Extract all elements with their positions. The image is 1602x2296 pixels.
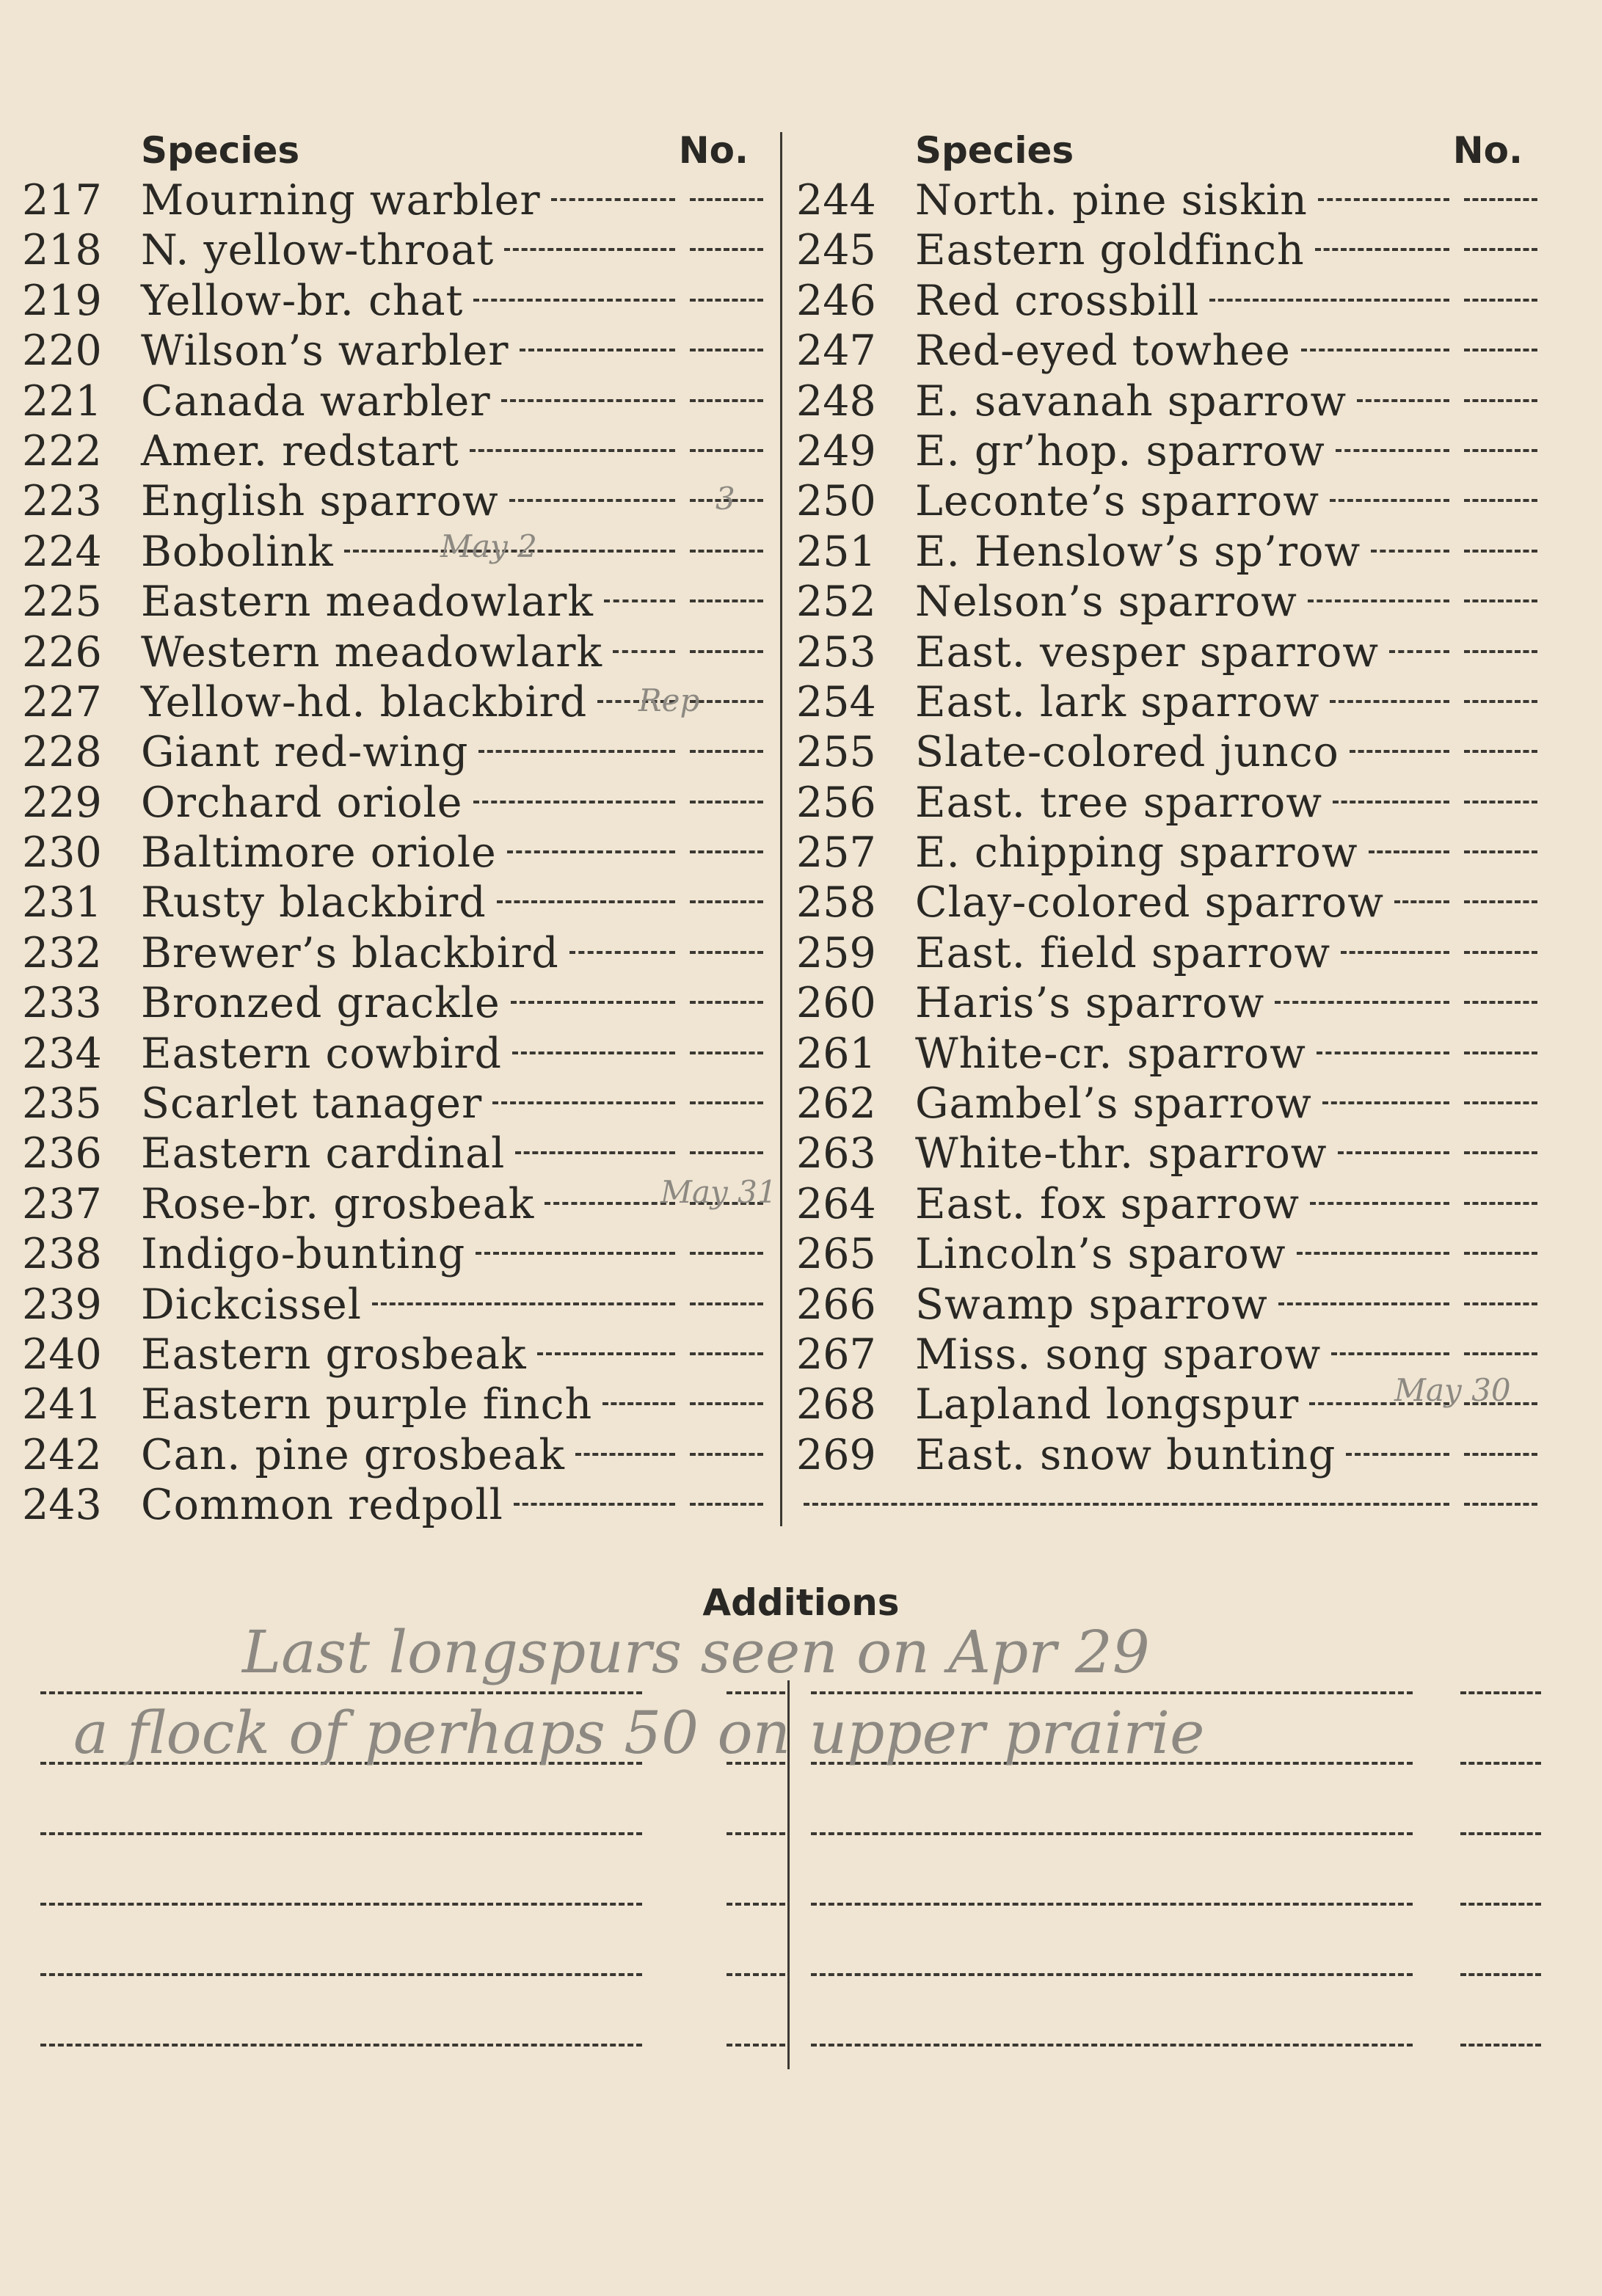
species-row	[22, 828, 771, 878]
leader-dashes	[1297, 1252, 1449, 1255]
count-blank	[690, 1052, 763, 1054]
species-row	[22, 1481, 771, 1531]
species-row	[796, 377, 1545, 427]
species-row	[22, 176, 771, 226]
count-blank	[1464, 299, 1537, 302]
species-number: 236	[22, 1129, 102, 1178]
count-blank	[1464, 850, 1537, 853]
dashed-segment	[1460, 1762, 1541, 1765]
leader-dashes	[1336, 449, 1449, 452]
leader-dashes	[476, 1252, 675, 1255]
species-name: Eastern purple finch	[141, 1380, 593, 1429]
species-name: E. Henslow’s sp’row	[915, 527, 1361, 576]
species-name: Clay-colored sparrow	[915, 878, 1384, 927]
species-row	[22, 427, 771, 477]
species-name: Common redpoll	[141, 1481, 503, 1530]
species-row	[22, 779, 771, 828]
count-blank	[690, 1252, 763, 1255]
count-blank	[1464, 550, 1537, 553]
handwritten-mark-count: 3	[716, 481, 735, 517]
species-name: Giant red-wing	[141, 728, 469, 777]
dashed-segment	[727, 2044, 785, 2047]
count-blank	[690, 599, 763, 602]
leader-dashes	[575, 1453, 675, 1456]
leader-dashes	[515, 1151, 675, 1154]
species-number: 220	[22, 327, 102, 376]
species-name: N. yellow-throat	[141, 226, 495, 275]
count-blank	[690, 1453, 763, 1456]
leader-dashes	[1338, 1151, 1449, 1154]
count-blank	[690, 900, 763, 903]
species-number: 230	[22, 828, 102, 878]
species-row	[22, 1330, 771, 1380]
species-name: Haris’s sparrow	[915, 979, 1265, 1028]
dashed-segment	[811, 2044, 1413, 2047]
count-blank	[690, 449, 763, 452]
species-name: Red crossbill	[915, 276, 1200, 325]
species-row	[796, 528, 1545, 577]
count-blank	[690, 801, 763, 803]
leader-dashes	[1371, 550, 1449, 553]
count-blank	[1464, 1453, 1537, 1456]
species-number: 225	[22, 577, 102, 627]
species-row	[22, 1079, 771, 1129]
count-blank	[1464, 349, 1537, 351]
species-number: 260	[796, 979, 876, 1028]
species-row	[796, 728, 1545, 778]
count-blank	[690, 1151, 763, 1154]
count-blank	[1464, 900, 1537, 903]
species-name: Yellow-br. chat	[141, 276, 464, 325]
dashed-segment	[1460, 1903, 1541, 1906]
leader-dashes	[512, 1052, 675, 1054]
count-blank	[1464, 449, 1537, 452]
species-name: Leconte’s sparrow	[915, 477, 1319, 526]
leader-dashes	[1310, 1202, 1449, 1205]
species-row	[22, 878, 771, 928]
count-blank	[690, 1101, 763, 1104]
species-number: 253	[796, 627, 876, 677]
species-name: Dickcissel	[141, 1280, 363, 1329]
count-blank	[1464, 750, 1537, 753]
species-row	[22, 1180, 771, 1230]
count-blank	[690, 700, 763, 703]
species-number: 217	[22, 176, 102, 225]
dashed-segment	[811, 1903, 1413, 1906]
species-header: Species	[915, 129, 1074, 172]
leader-dashes	[1317, 1052, 1449, 1054]
leader-dashes	[1275, 1001, 1449, 1004]
species-name: White-thr. sparrow	[915, 1129, 1328, 1178]
species-name: East. tree sparrow	[915, 778, 1323, 827]
leader-dashes	[1357, 399, 1449, 402]
species-row	[796, 327, 1545, 376]
count-blank	[690, 299, 763, 302]
species-number: 266	[796, 1280, 876, 1329]
species-name: Nelson’s sparrow	[915, 577, 1297, 627]
species-row	[22, 1230, 771, 1280]
species-row	[796, 226, 1545, 276]
species-row	[796, 678, 1545, 728]
count-blank	[1464, 1252, 1537, 1255]
species-row	[796, 878, 1545, 928]
species-row	[796, 176, 1545, 226]
leader-dashes	[1315, 248, 1449, 251]
dashed-segment	[40, 2044, 642, 2047]
species-name: E. chipping sparrow	[915, 828, 1358, 878]
species-number: 259	[796, 928, 876, 977]
species-name: Western meadowlark	[141, 627, 602, 677]
species-row	[22, 377, 771, 427]
dashed-segment	[40, 1691, 642, 1694]
species-number: 264	[796, 1179, 876, 1228]
leader-dashes	[520, 349, 675, 351]
species-name: Baltimore oriole	[141, 828, 497, 878]
count-blank	[1464, 1052, 1537, 1054]
leader-dashes	[1389, 650, 1449, 653]
species-number: 248	[796, 376, 876, 426]
leader-dashes	[497, 900, 675, 903]
species-name: Can. pine grosbeak	[141, 1430, 565, 1479]
species-row	[22, 728, 771, 778]
species-number: 227	[22, 677, 102, 726]
handwritten-mark-longspur: May 30	[1394, 1372, 1511, 1408]
species-row	[796, 979, 1545, 1029]
species-row	[796, 277, 1545, 327]
species-row	[796, 1431, 1545, 1481]
species-name: Bronzed grackle	[141, 979, 500, 1028]
species-name: Eastern cowbird	[141, 1029, 503, 1078]
species-name: East. vesper sparrow	[915, 627, 1380, 677]
count-blank	[690, 550, 763, 553]
handwritten-note-line1: Last longspurs seen on Apr 29	[242, 1618, 1150, 1686]
species-number: 231	[22, 878, 102, 927]
species-number: 239	[22, 1280, 102, 1329]
species-number: 243	[22, 1481, 102, 1530]
dashed-segment	[40, 1832, 642, 1835]
leader-dashes	[551, 198, 675, 201]
species-number: 234	[22, 1029, 102, 1078]
species-row	[796, 1129, 1545, 1179]
species-row	[796, 1280, 1545, 1330]
count-blank	[690, 1302, 763, 1305]
count-blank	[1464, 1101, 1537, 1104]
leader-dashes	[511, 1001, 675, 1004]
count-blank	[1464, 399, 1537, 402]
dashed-segment	[727, 1973, 785, 1976]
left-header	[22, 125, 771, 176]
leader-dashes	[602, 1402, 675, 1405]
species-number: 244	[796, 176, 876, 225]
leader-dashes	[1209, 299, 1449, 302]
species-number: 222	[22, 426, 102, 475]
species-number: 224	[22, 527, 102, 576]
number-header: No.	[678, 129, 749, 172]
species-number: 254	[796, 677, 876, 726]
species-name: Orchard oriole	[141, 778, 463, 827]
leader-dashes	[1322, 1101, 1449, 1104]
species-name: Eastern cardinal	[141, 1129, 506, 1178]
species-number: 235	[22, 1079, 102, 1129]
dashed-segment	[811, 1691, 1413, 1694]
species-row	[796, 1029, 1545, 1079]
dashed-segment	[1460, 1973, 1541, 1976]
species-name: East. fox sparrow	[915, 1179, 1300, 1228]
handwritten-mark-rosebr: May 31	[660, 1174, 777, 1210]
species-number: 223	[22, 477, 102, 526]
species-row	[22, 1380, 771, 1430]
species-number: 255	[796, 728, 876, 777]
leader-dashes	[372, 1302, 675, 1305]
species-row	[22, 477, 771, 527]
leader-dashes	[509, 499, 675, 502]
species-number: 256	[796, 778, 876, 827]
count-blank	[690, 750, 763, 753]
count-blank	[690, 650, 763, 653]
species-row	[22, 577, 771, 627]
leader-dashes	[473, 299, 675, 302]
species-number: 238	[22, 1230, 102, 1279]
count-blank	[690, 1402, 763, 1405]
leader-dashes	[1369, 850, 1449, 853]
species-number: 258	[796, 878, 876, 927]
count-blank	[1464, 248, 1537, 251]
species-row	[796, 929, 1545, 979]
count-blank	[1464, 198, 1537, 201]
dashed-segment	[1460, 2044, 1541, 2047]
species-name: Canada warbler	[141, 376, 491, 426]
species-name: East. lark sparrow	[915, 677, 1320, 726]
species-name: Eastern meadowlark	[141, 577, 594, 627]
species-row	[22, 929, 771, 979]
handwritten-mark-blackbird: Rep	[638, 682, 700, 718]
species-number: 257	[796, 828, 876, 878]
species-row	[22, 979, 771, 1029]
count-blank	[690, 349, 763, 351]
leader-dashes	[470, 449, 675, 452]
dashed-segment	[1460, 1832, 1541, 1835]
dashed-segment	[727, 1832, 785, 1835]
leader-dashes	[1308, 599, 1449, 602]
species-name: Miss. song sparow	[915, 1330, 1322, 1379]
leader-dashes	[1394, 900, 1449, 903]
species-name: Brewer’s blackbird	[141, 928, 559, 977]
dashed-segment	[727, 1691, 785, 1694]
count-blank	[1464, 951, 1537, 954]
count-blank	[690, 198, 763, 201]
handwritten-note-line2: a flock of perhaps 50 on upper prairie	[73, 1699, 1205, 1767]
count-blank	[690, 399, 763, 402]
species-number: 246	[796, 276, 876, 325]
species-row	[796, 1230, 1545, 1280]
count-blank	[1464, 1352, 1537, 1355]
handwritten-mark-bobolink: May 2	[440, 528, 537, 564]
species-row	[22, 1029, 771, 1079]
species-number: 237	[22, 1179, 102, 1228]
leader-dashes	[1346, 1453, 1449, 1456]
species-number: 218	[22, 226, 102, 275]
species-number: 261	[796, 1029, 876, 1078]
species-number: 221	[22, 376, 102, 426]
left-column	[22, 125, 771, 1531]
leader-dashes	[1301, 349, 1449, 351]
species-number: 228	[22, 728, 102, 777]
leader-dashes	[501, 399, 675, 402]
species-number: 219	[22, 276, 102, 325]
species-row	[796, 427, 1545, 477]
number-header: No.	[1452, 129, 1523, 172]
left-species-list	[22, 176, 771, 1531]
species-number: 233	[22, 979, 102, 1028]
count-blank	[1464, 700, 1537, 703]
leader-dashes	[492, 1101, 675, 1104]
dashed-segment	[811, 1973, 1413, 1976]
species-name: Eastern grosbeak	[141, 1330, 527, 1379]
leader-dashes	[1350, 750, 1449, 753]
species-row	[796, 577, 1545, 627]
species-row	[796, 628, 1545, 678]
leader-dashes	[1331, 1352, 1449, 1355]
dashed-segment	[40, 1973, 642, 1976]
species-number: 226	[22, 627, 102, 677]
leader-dashes	[507, 850, 675, 853]
species-number: 229	[22, 778, 102, 827]
species-name: E. gr’hop. sparrow	[915, 426, 1325, 475]
species-name: Eastern goldfinch	[915, 226, 1305, 275]
leader-dashes	[613, 650, 675, 653]
count-blank	[690, 951, 763, 954]
leader-dashes	[1341, 951, 1449, 954]
count-blank	[1464, 801, 1537, 803]
leader-dashes	[604, 599, 675, 602]
leader-dashes	[1318, 198, 1449, 201]
species-row	[22, 1129, 771, 1179]
species-name: Amer. redstart	[141, 426, 459, 475]
species-row	[22, 1431, 771, 1481]
species-name: Slate-colored junco	[915, 728, 1339, 777]
species-name: Rose-br. grosbeak	[141, 1179, 535, 1228]
species-name: Swamp sparrow	[915, 1280, 1268, 1329]
species-number: 252	[796, 577, 876, 627]
species-name: Bobolink	[141, 527, 334, 576]
leader-dashes	[473, 801, 675, 803]
species-row	[796, 779, 1545, 828]
species-number: 242	[22, 1430, 102, 1479]
species-number: 263	[796, 1129, 876, 1178]
species-number: 251	[796, 527, 876, 576]
species-row	[22, 528, 771, 577]
column-divider	[780, 132, 782, 1526]
species-name: Mourning warbler	[141, 176, 541, 225]
right-species-list	[796, 176, 1545, 1481]
species-number: 267	[796, 1330, 876, 1379]
count-blank	[690, 850, 763, 853]
species-name: Gambel’s sparrow	[915, 1079, 1312, 1129]
species-name: English sparrow	[141, 477, 499, 526]
species-row	[22, 277, 771, 327]
leader-dashes	[1333, 801, 1449, 803]
species-row	[796, 1180, 1545, 1230]
species-number: 249	[796, 426, 876, 475]
count-blank	[1464, 650, 1537, 653]
dashed-segment	[811, 1832, 1413, 1835]
count-blank	[690, 1352, 763, 1355]
species-name: Wilson’s warbler	[141, 327, 509, 376]
species-name: Lapland longspur	[915, 1380, 1300, 1429]
blank-row	[796, 1481, 1545, 1531]
species-number: 245	[796, 226, 876, 275]
species-number: 232	[22, 928, 102, 977]
right-header	[796, 125, 1545, 176]
dashed-segment	[1460, 1691, 1541, 1694]
count-blank	[1464, 1202, 1537, 1205]
species-number: 269	[796, 1430, 876, 1479]
species-number: 268	[796, 1380, 876, 1429]
species-name: Indigo-bunting	[141, 1230, 466, 1279]
right-column	[796, 125, 1545, 1531]
species-name: White-cr. sparrow	[915, 1029, 1306, 1078]
count-blank	[1464, 599, 1537, 602]
species-number: 262	[796, 1079, 876, 1129]
count-blank	[690, 248, 763, 251]
species-row	[22, 226, 771, 276]
count-blank	[1464, 1503, 1537, 1506]
species-row	[796, 828, 1545, 878]
leader-dashes	[504, 248, 675, 251]
species-number: 250	[796, 477, 876, 526]
species-row	[22, 1280, 771, 1330]
additions-title: Additions	[702, 1581, 900, 1624]
leader-dashes	[1330, 499, 1449, 502]
species-name: Scarlet tanager	[141, 1079, 483, 1129]
count-blank	[690, 1001, 763, 1004]
species-name: Yellow-hd. blackbird	[141, 677, 588, 726]
leader-dashes	[545, 1202, 675, 1205]
count-blank	[1464, 1302, 1537, 1305]
species-number: 265	[796, 1230, 876, 1279]
species-number: 247	[796, 327, 876, 376]
leader-dashes	[514, 1503, 675, 1506]
species-row	[22, 628, 771, 678]
species-name: East. field sparrow	[915, 928, 1331, 977]
species-number: 240	[22, 1330, 102, 1379]
count-blank	[690, 1503, 763, 1506]
species-name: East. snow bunting	[915, 1430, 1336, 1479]
dashed-segment	[40, 1903, 642, 1906]
species-name: Lincoln’s sparow	[915, 1230, 1286, 1279]
leader-dashes	[1278, 1302, 1449, 1305]
leader-dashes	[1330, 700, 1449, 703]
species-name: E. savanah sparrow	[915, 376, 1347, 426]
dashed-segment	[727, 1903, 785, 1906]
leader-dashes	[569, 951, 675, 954]
species-row	[796, 477, 1545, 527]
leader-dashes	[478, 750, 675, 753]
species-name: Red-eyed towhee	[915, 327, 1291, 376]
species-number: 241	[22, 1380, 102, 1429]
species-name: North. pine siskin	[915, 176, 1308, 225]
leader-dashes	[537, 1352, 675, 1355]
species-name: Rusty blackbird	[141, 878, 487, 927]
count-blank	[1464, 1151, 1537, 1154]
species-header: Species	[141, 129, 300, 172]
species-row	[796, 1079, 1545, 1129]
count-blank	[1464, 499, 1537, 502]
count-blank	[1464, 1001, 1537, 1004]
species-row	[22, 327, 771, 376]
blank-line	[804, 1503, 1449, 1506]
